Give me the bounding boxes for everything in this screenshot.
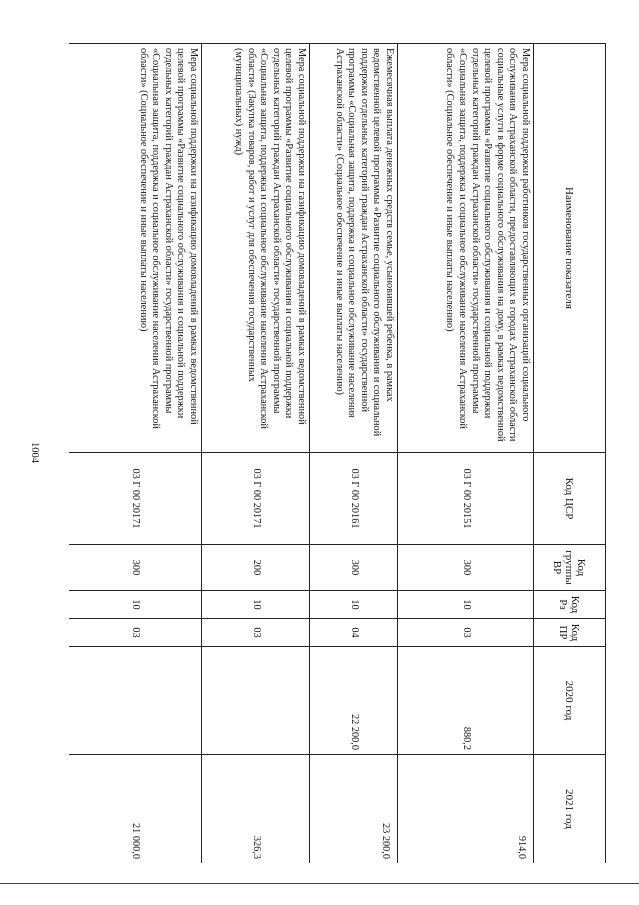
header-pr: Код ПР	[534, 619, 606, 647]
cell-name: Ежемесячная выплата денежных средств семье, усыновившей ребенка, в рамках ведомственной целевой программы «Развитие социального обслуживания и социальной поддержки отдельных категорий граждан Астраханской области» государственной программы «Социальная защита, поддержка и социальное обслуживание населения Астраханской области» (Социальное обеспечение и иные выплаты населению)	[310, 44, 398, 453]
table-rotation-wrapper	[69, 43, 606, 863]
table-row	[398, 44, 534, 864]
header-name: Наименование показателя	[534, 44, 606, 453]
header-2021: 2021 год	[534, 755, 606, 864]
cell-2020	[202, 647, 310, 755]
header-2020: 2020 год	[534, 647, 606, 755]
cell-vr: 300	[398, 545, 534, 591]
page-number	[22, 437, 46, 467]
table-header-row	[534, 44, 606, 864]
cell-vr: 200	[202, 545, 310, 591]
cell-name: Мера социальной поддержки на газификацию домовладений в рамках ведомственной целевой программы «Развитие социального обслуживания и социальной поддержки отдельных категорий граждан Астраханской области» государственной программы «Социальная защита, поддержка и социальное обслуживание населения Астраханской области» (Социальное обеспечение и иные выплаты населению)	[69, 44, 202, 453]
cell-vr: 300	[69, 545, 202, 591]
cell-2021: 23 200,0	[310, 755, 398, 864]
cell-2020: 22 200,0	[310, 647, 398, 755]
cell-pr: 03	[69, 619, 202, 647]
cell-vr: 300	[310, 545, 398, 591]
header-rz: Код Рз	[534, 591, 606, 619]
table-row	[310, 44, 398, 864]
cell-csr: 03 Г 00 20161	[310, 453, 398, 545]
footer-divider	[0, 883, 639, 884]
cell-csr: 03 Г 00 20151	[398, 453, 534, 545]
table-row	[69, 44, 202, 864]
cell-2020: 880,2	[398, 647, 534, 755]
cell-2021: 21 000,0	[69, 755, 202, 864]
cell-2021: 914,0	[398, 755, 534, 864]
cell-csr: 03 Г 00 20171	[69, 453, 202, 545]
page-number-text: 1004	[28, 441, 40, 463]
cell-pr: 04	[310, 619, 398, 647]
cell-name: Мера социальной поддержки работников государственных организаций социального обслуживания Астраханской области, предоставляющих в городах Астраханской области социальные услуги в форме социального обслуживания на дому, в рамках ведомственной целевой программы «Развитие социального обслуживания и социальной поддержки отдельных категорий граждан Астраханской области» государственной программы «Социальная защита, поддержка и социальное обслуживание населения Астраханской области» (Социальное обеспечение и иные выплаты населению)	[398, 44, 534, 453]
cell-name: Мера социальной поддержки на газификацию домовладений в рамках ведомственной целевой программы «Развитие социального обслуживания и социальной поддержки отдельных категорий граждан Астраханской области» государственной программы «Социальная защита, поддержка и социальное обслуживание населения Астраханской области» (Закупка товаров, работ и услуг для обеспечения государственных (муниципальных) нужд)	[202, 44, 310, 453]
cell-rz: 10	[69, 591, 202, 619]
table-row	[202, 44, 310, 864]
cell-pr: 03	[202, 619, 310, 647]
budget-table	[69, 43, 606, 863]
cell-rz: 10	[202, 591, 310, 619]
cell-rz: 10	[310, 591, 398, 619]
cell-rz: 10	[398, 591, 534, 619]
rotated-table-frame	[69, 43, 606, 863]
cell-2020	[69, 647, 202, 755]
cell-2021: 326,3	[202, 755, 310, 864]
cell-pr: 03	[398, 619, 534, 647]
header-csr: Код ЦСР	[534, 453, 606, 545]
header-vr: Код группы ВР	[534, 545, 606, 591]
cell-csr: 03 Г 00 20171	[202, 453, 310, 545]
